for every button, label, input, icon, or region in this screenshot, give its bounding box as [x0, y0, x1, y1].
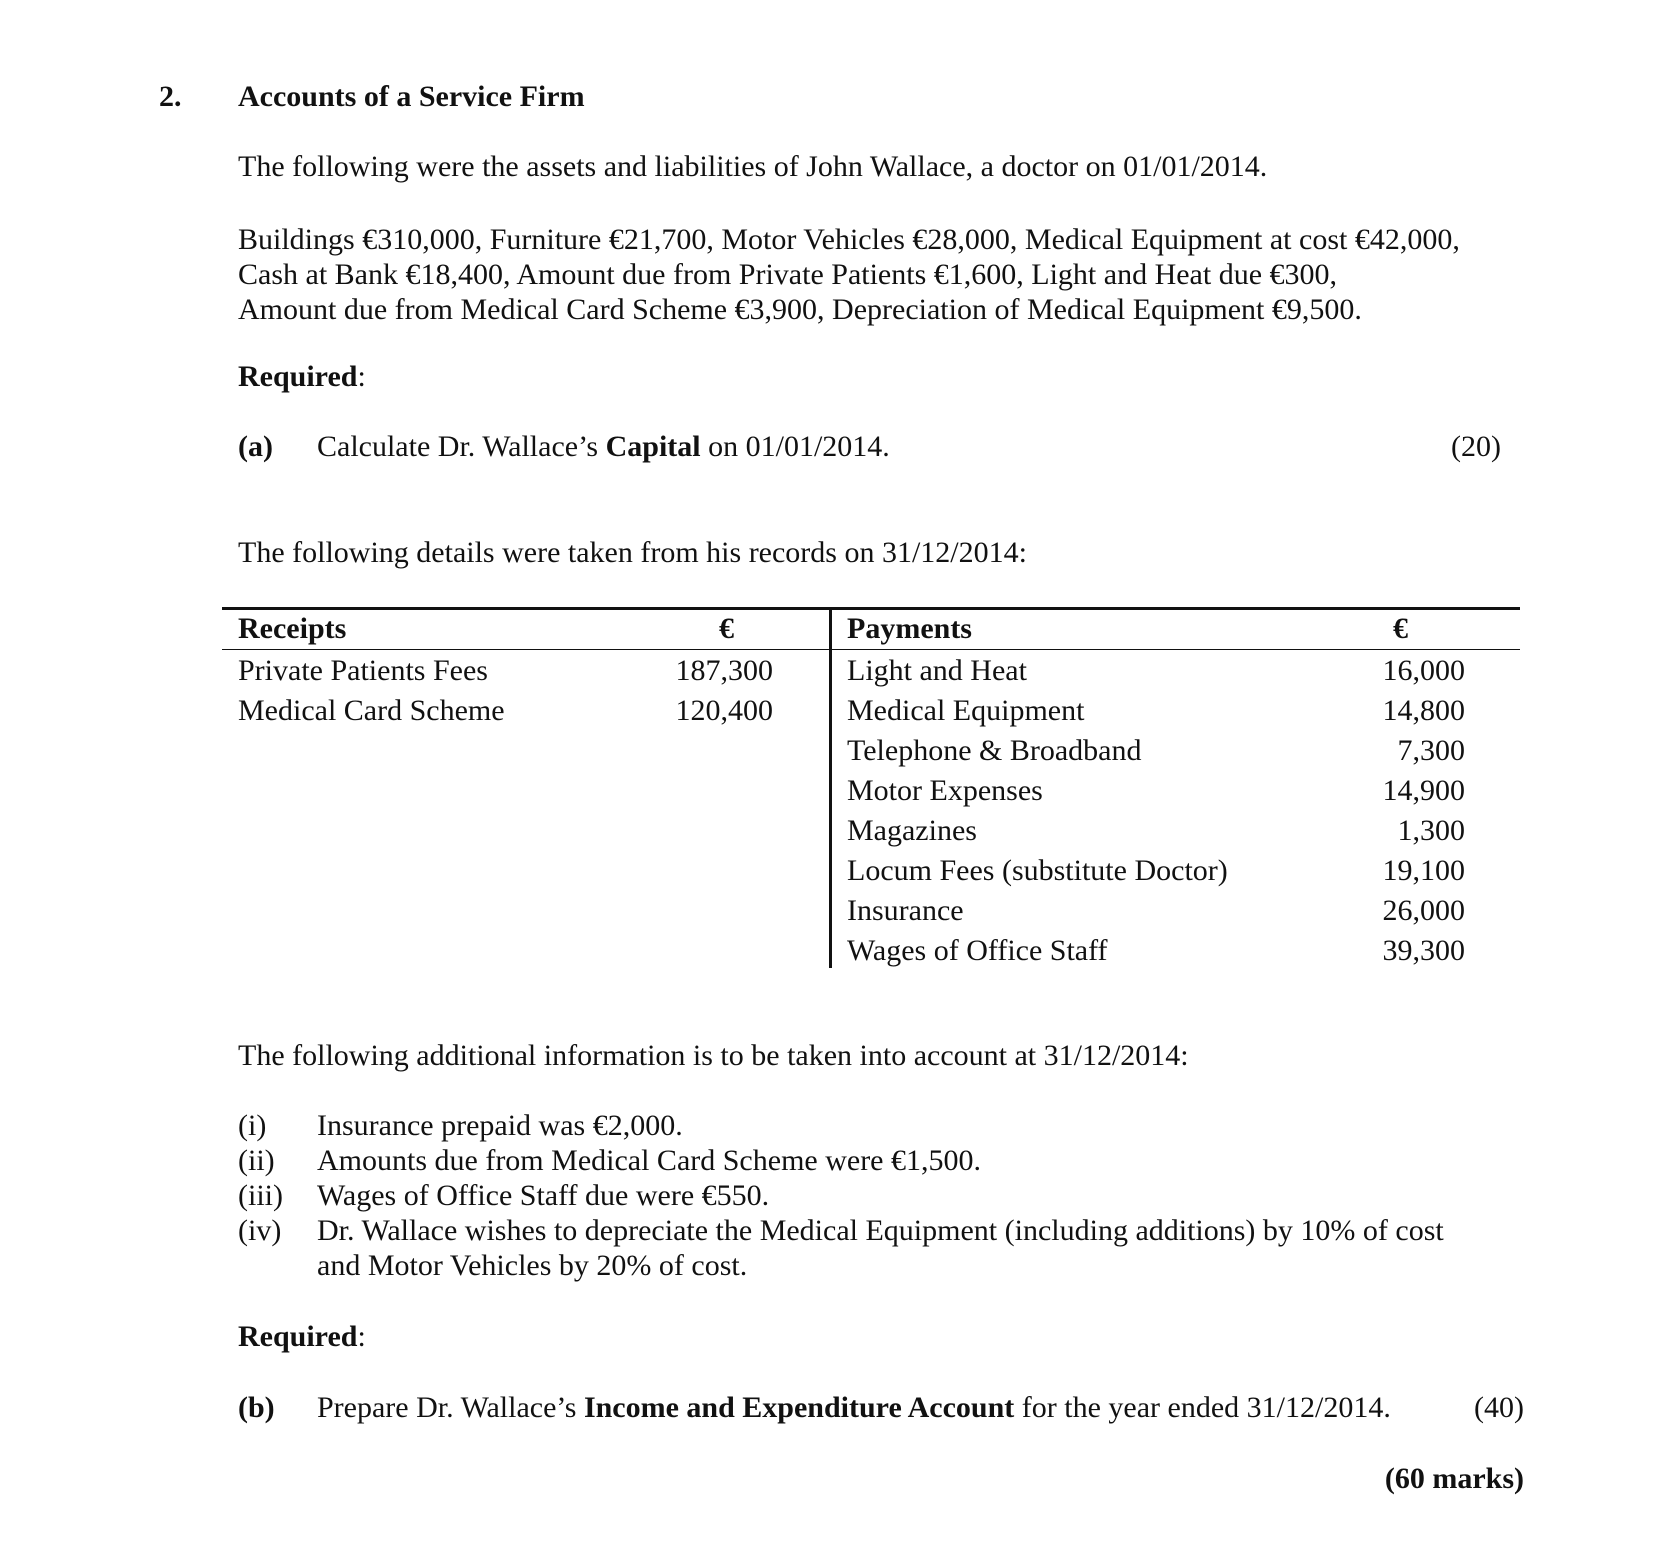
payment-label: Light and Heat [847, 654, 1027, 687]
payment-label: Motor Expenses [847, 774, 1043, 807]
part-a-text [317, 432, 890, 462]
receipts-header: Receipts [238, 612, 347, 645]
required-label: Required [238, 360, 358, 393]
part-b-label: (b) [238, 1391, 275, 1424]
payment-amount: 1,300 [1397, 814, 1465, 847]
part-a-text-after: on 01/01/2014. [700, 430, 890, 463]
payments-header: Payments [847, 612, 972, 645]
receipt-label: Private Patients Fees [238, 654, 488, 687]
payment-amount: 14,800 [1382, 694, 1465, 727]
additional-intro: The following additional information is to be taken into account at 31/12/2014: [238, 1039, 1189, 1072]
item-text: Insurance prepaid was €2,000. [317, 1109, 683, 1142]
question-number: 2. [159, 80, 182, 113]
table-header-rule [222, 649, 1520, 650]
payment-amount: 39,300 [1382, 934, 1465, 967]
payment-amount: 26,000 [1382, 894, 1465, 927]
item-number: (i) [238, 1109, 267, 1142]
item-text: and Motor Vehicles by 20% of cost. [317, 1249, 748, 1282]
assets-line: Amount due from Medical Card Scheme €3,900, Depreciation of Medical Equipment €9,500. [238, 293, 1362, 326]
required-label: Required [238, 1320, 358, 1353]
payment-label: Locum Fees (substitute Doctor) [847, 854, 1228, 887]
payment-amount: 7,300 [1397, 734, 1465, 767]
question-title: Accounts of a Service Firm [238, 80, 585, 113]
required-colon: : [357, 360, 366, 393]
required-colon: : [357, 1320, 366, 1353]
total-marks: (60 marks) [1384, 1462, 1524, 1495]
item-text: Wages of Office Staff due were €550. [317, 1179, 770, 1212]
item-number: (ii) [238, 1144, 275, 1177]
intro-text: The following were the assets and liabilities of John Wallace, a doctor on 01/01/2014. [238, 150, 1268, 183]
payment-label: Wages of Office Staff [847, 934, 1108, 967]
receipt-amount: 120,400 [675, 694, 773, 727]
part-a-text-bold: Capital [605, 430, 701, 463]
assets-line: Buildings €310,000, Furniture €21,700, Motor Vehicles €28,000, Medical Equipment at cost €42,000, [238, 223, 1460, 256]
required-heading [238, 362, 366, 392]
receipts-currency: € [719, 612, 734, 645]
payment-label: Magazines [847, 814, 977, 847]
required-heading [238, 1322, 366, 1352]
part-a-text-before: Calculate Dr. Wallace’s [317, 430, 606, 463]
item-number: (iv) [238, 1214, 282, 1247]
part-b-marks: (40) [1474, 1391, 1524, 1424]
payment-label: Telephone & Broadband [847, 734, 1142, 767]
item-number: (iii) [238, 1179, 283, 1212]
part-b-text-after: for the year ended 31/12/2014. [1014, 1391, 1391, 1424]
part-b-text-before: Prepare Dr. Wallace’s [317, 1391, 584, 1424]
table-top-rule [222, 607, 1520, 610]
receipt-amount: 187,300 [675, 654, 773, 687]
details-intro: The following details were taken from his records on 31/12/2014: [238, 536, 1027, 569]
item-text: Amounts due from Medical Card Scheme were €1,500. [317, 1144, 981, 1177]
payment-amount: 16,000 [1382, 654, 1465, 687]
part-b-text [317, 1393, 1391, 1423]
payments-currency: € [1393, 612, 1408, 645]
receipt-label: Medical Card Scheme [238, 694, 505, 727]
payment-label: Insurance [847, 894, 964, 927]
part-b-text-bold: Income and Expenditure Account [583, 1391, 1015, 1424]
item-text: Dr. Wallace wishes to depreciate the Medical Equipment (including additions) by 10% of cost [317, 1214, 1444, 1247]
assets-paragraph [238, 222, 1460, 327]
assets-line: Cash at Bank €18,400, Amount due from Private Patients €1,600, Light and Heat due €300, [238, 258, 1338, 291]
payment-amount: 19,100 [1382, 854, 1465, 887]
payment-amount: 14,900 [1382, 774, 1465, 807]
payment-label: Medical Equipment [847, 694, 1085, 727]
table-divider [829, 607, 832, 968]
part-a-marks: (20) [1451, 430, 1501, 463]
part-a-label: (a) [238, 430, 273, 463]
